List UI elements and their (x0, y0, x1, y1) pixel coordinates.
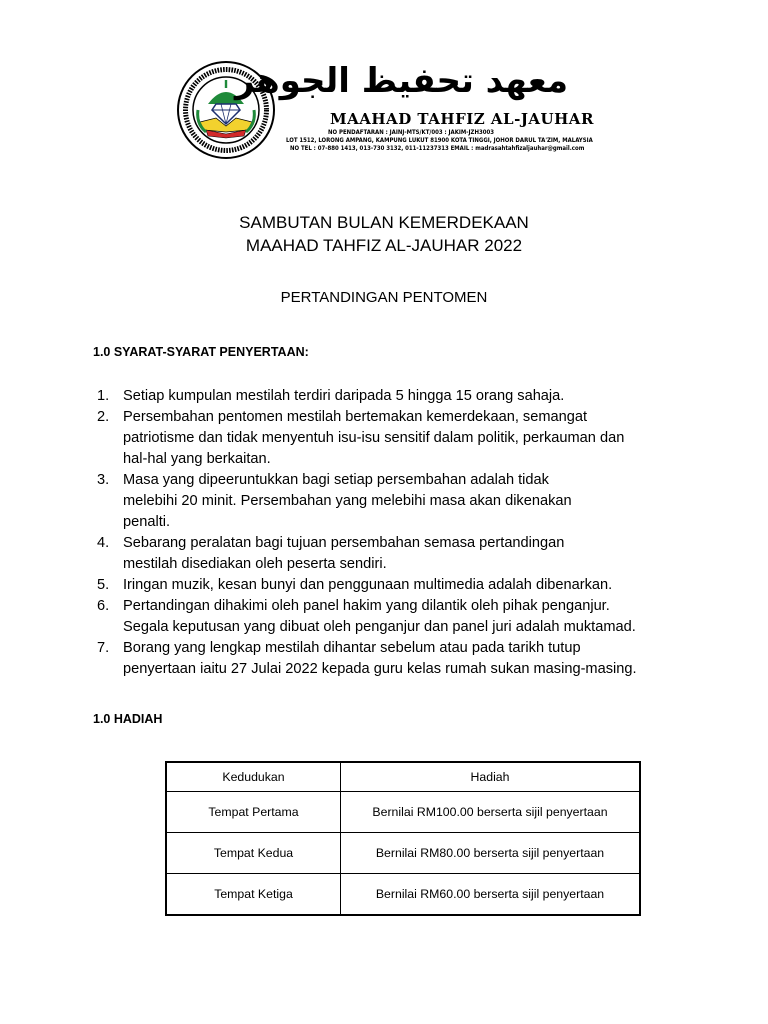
list-item-number: 3. (97, 472, 110, 488)
event-title: PERTANDINGAN PENTOMEN (280, 289, 488, 306)
letterhead (170, 54, 600, 164)
table-cell-prize: Bernilai RM80.00 berserta sijil penyertaan (341, 833, 641, 874)
list-item-text (123, 407, 697, 470)
list-item-number: 6. (97, 598, 110, 614)
document-title-line-1: SAMBUTAN BULAN KEMERDEKAAN (239, 213, 529, 232)
list-item (97, 407, 697, 470)
list-item-text (123, 575, 697, 596)
list-item-text (123, 533, 697, 575)
list-item-line: Borang yang lengkap mestilah dihantar sebelum atau pada tarikh tutup (123, 640, 581, 656)
column-header-position: Kedudukan (166, 762, 341, 792)
list-item-number: 2. (97, 409, 110, 425)
institution-contact: NO TEL : 07-880 1413, 013-730 3132, 011-11237313 EMAIL : madrasahtahfizaljauhar@gmail.com (290, 145, 585, 152)
table-cell-position: Tempat Pertama (166, 792, 341, 833)
list-item-number: 1. (97, 388, 110, 404)
institution-latin-name: MAAHAD TAHFIZ AL-JAUHAR (330, 110, 594, 128)
list-item-text (123, 386, 697, 407)
list-item-line: hal-hal yang berkaitan. (123, 451, 271, 467)
list-item (97, 470, 697, 533)
institution-address: LOT 1512, LORONG AMPANG, KAMPUNG LUKUT 81900 KOTA TINGGI, JOHOR DARUL TA'ZIM, MALAYSIA (286, 137, 593, 144)
list-item-number: 4. (97, 535, 110, 551)
list-item-line: melebihi 20 minit. Persembahan yang melebihi masa akan dikenakan (123, 493, 572, 509)
table-cell-position: Tempat Ketiga (166, 874, 341, 916)
list-item-line: penyertaan iaitu 27 Julai 2022 kepada guru kelas rumah sukan masing-masing. (123, 661, 637, 677)
list-item (97, 596, 697, 638)
column-header-prize: Hadiah (341, 762, 641, 792)
list-item (97, 638, 697, 680)
list-item (97, 533, 697, 575)
list-item (97, 386, 697, 407)
list-item-line: Setiap kumpulan mestilah terdiri daripada 5 hingga 15 orang sahaja. (123, 388, 565, 404)
document-title-line-2: MAAHAD TAHFIZ AL-JAUHAR 2022 (245, 236, 523, 255)
list-item-line: penalti. (123, 514, 171, 530)
list-item-line: Segala keputusan yang dibuat oleh penganjur dan panel juri adalah muktamad. (123, 619, 636, 635)
table-row (166, 833, 640, 874)
list-item (97, 575, 697, 596)
table-cell-prize: Bernilai RM100.00 berserta sijil penyertaan (341, 792, 641, 833)
list-item-line: Persembahan pentomen mestilah bertemakan kemerdekaan, semangat (123, 409, 588, 425)
table-row (166, 792, 640, 833)
prizes-heading: 1.0 HADIAH (93, 712, 163, 726)
list-item-line: patriotisme dan tidak menyentuh isu-isu sensitif dalam politik, perkauman dan (123, 430, 625, 446)
institution-arabic-name: معهد تحفيظ الجوهر (235, 61, 568, 101)
list-item-line: Sebarang peralatan bagi tujuan persembahan semasa pertandingan (123, 535, 565, 551)
list-item-line: Masa yang dipeeruntukkan bagi setiap persembahan adalah tidak (123, 472, 549, 488)
table-header-row (166, 762, 640, 792)
list-item-text (123, 638, 697, 680)
conditions-heading: 1.0 SYARAT-SYARAT PENYERTAAN: (93, 345, 309, 359)
prize-table (165, 761, 641, 916)
list-item-line: mestilah disediakan oleh peserta sendiri. (123, 556, 387, 572)
conditions-list (97, 386, 697, 680)
registration-number: NO PENDAFTARAN : JAINJ-MTS/KT/003 : JAKIM-JZH3003 (328, 129, 494, 136)
table-cell-prize: Bernilai RM60.00 berserta sijil penyertaan (341, 874, 641, 916)
list-item-line: Pertandingan dihakimi oleh panel hakim yang dilantik oleh pihak penganjur. (123, 598, 610, 614)
table-row (166, 874, 640, 916)
list-item-number: 5. (97, 577, 110, 593)
list-item-text (123, 470, 697, 533)
table-cell-position: Tempat Kedua (166, 833, 341, 874)
list-item-number: 7. (97, 640, 110, 656)
list-item-text (123, 596, 697, 638)
list-item-line: Iringan muzik, kesan bunyi dan penggunaan multimedia adalah dibenarkan. (123, 577, 613, 593)
